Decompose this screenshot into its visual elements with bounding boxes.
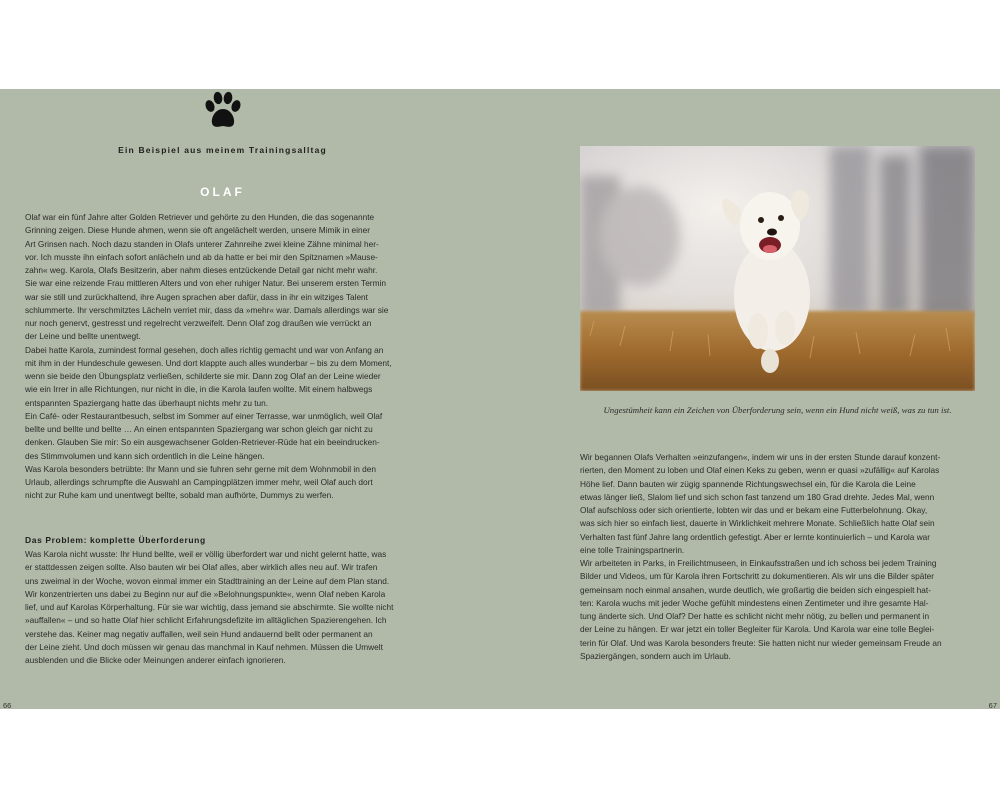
text-line: schlummerte. Ihr verschmitztes Lächeln verriet mir, dass da »mehr« war. Damals allerdings war sie	[25, 304, 389, 315]
text-line: Urlaub, allerdings schrumpfte die Auswahl an Campingplätzen immer mehr, weil Olaf auch dort	[25, 477, 373, 487]
text-line: der Leine zieht. Und doch müssen wir genau das manchmal in Kauf nehmen. Müssen die Umwelt	[25, 641, 383, 652]
text-line: denken. Glauben Sie mir: So ein ausgewachsener Golden-Retriever-Rüde hat ein beeindrucken-	[25, 437, 380, 448]
text-line: Verhalten fast fünf Jahre lang ordentlich gefestigt. Aber er lernte kontinuierlich – und Karola war	[580, 531, 931, 542]
dog-photo	[580, 146, 975, 391]
text-line: Ein Café- oder Restaurantbesuch, selbst im Sommer auf einer Terrasse, war unmöglich, weil Olaf	[25, 410, 383, 421]
text-line: mit ihm in der Hundeschule gewesen. Und dort klappte auch alles wunderbar – bis zu dem Moment,	[25, 357, 392, 368]
section-subhead: Das Problem: komplette Überforderung	[25, 535, 206, 545]
text-line: zahn« weg. Karola, Olafs Besitzerin, aber nahm dieses entzückende Detail gar nicht mehr wahr.	[25, 265, 378, 275]
right-page	[500, 89, 1000, 709]
text-line: Höhe lief. Dann bauten wir zügig spannende Richtungswechsel ein, für die Karola die Leine	[580, 478, 916, 489]
text-line: Wir begannen Olafs Verhalten »einzufangen«, indem wir uns in der ersten Stunde darauf konzent-	[580, 452, 941, 462]
chapter-kicker: Ein Beispiel aus meinem Trainingsalltag	[118, 145, 327, 155]
right-body-text	[580, 451, 980, 663]
text-line: verstehe das. Keiner mag negativ auffallen, weil sein Hund andauernd bellt oder permanent an	[25, 628, 373, 639]
text-line: rierten, den Moment zu loben und Olaf einen Keks zu geben, wenn er quasi »zufällig« auf Karolas	[580, 465, 940, 476]
text-line: Was Karola besonders betrübte: Ihr Mann und sie fuhren sehr gerne mit dem Wohnmobil in den	[25, 463, 376, 474]
text-line: terin für Olaf. Und was Karola besonders freute: Sie hatten nicht nur wieder gemeinsam Freude an	[580, 637, 942, 648]
text-line: Dabei hatte Karola, zumindest formal gesehen, doch alles richtig gemacht und war von Anfang an	[25, 344, 384, 355]
book-spread	[0, 89, 1000, 709]
photo-caption: Ungestümheit kann ein Zeichen von Überforderung sein, wenn ein Hund nicht weiß, was zu tun ist.	[603, 405, 952, 415]
story-title: OLAF	[200, 185, 245, 199]
text-line: Spaziergängen, sondern auch im Urlaub.	[580, 650, 731, 661]
text-line: der Leine und bellte unentwegt.	[25, 331, 141, 342]
text-line: uns zweimal in der Woche, wovon einmal immer ein Stadttraining an der Leine auf dem Plan stand.	[25, 575, 390, 586]
text-line: wenn sie beide den Übungsplatz verließen, schilderte sie mir. Dann zog Olaf an der Leine wieder	[25, 371, 381, 381]
text-line: Sie war eine reizende Frau mittleren Alters und von eher ruhiger Natur. Bei unserem ersten Termin	[25, 278, 386, 289]
text-line: Grinning zeigen. Diese Hunde ahmen, wenn sie oft angelächelt werden, unsere Mimik in einer	[25, 225, 370, 236]
text-line: tung änderte sich. Und Olaf? Der hatte es schlicht nicht mehr nötig, zu bellen und permanent in	[580, 611, 930, 621]
text-line: wie ein Irrer in alle Richtungen, nur nicht in die, in die Karola laufen wollte. Mit einem halbwegs	[25, 384, 373, 395]
text-line: Wir konzentrierten uns dabei zu Beginn nur auf die »Belohnungspunkte«, wenn Olaf neben Karola	[25, 588, 386, 599]
page-number-left: 66	[3, 701, 12, 710]
text-line: vor. Ich musste ihn einfach sofort anlächeln und ab da hatte er bei mir den Spitznamen »Mause-	[25, 251, 378, 262]
text-line: der Leine zu hängen. Er war jetzt ein toller Begleiter für Karola. Und Karola war eine tolle Beglei-	[580, 624, 935, 635]
text-line: was sich hier so einfach liest, dauerte in Wirklichkeit mehrere Monate. Schließlich hatte Olaf sein	[580, 518, 935, 529]
text-line: Olaf war ein fünf Jahre alter Golden Retriever und gehörte zu den Hunden, die das sogenannte	[25, 212, 375, 222]
left-body-text-2	[25, 548, 425, 667]
text-line: ten: Karola wuchs mit jeder Woche gefühlt mindestens einen Zentimeter und ihre gesamte Hal-	[580, 597, 929, 608]
text-line: nur noch genervt, gestresst und regelrecht verzweifelt. Denn Olaf zog draußen wie verrückt an	[25, 318, 372, 328]
left-body-text	[25, 211, 425, 503]
text-line: gemeinsam noch einmal ansahen, wurde deutlich, wie großartig die beiden sich eingespielt hat-	[580, 584, 931, 595]
text-line: war sie still und zurückhaltend, ihre Augen sprachen aber dafür, dass in ihr ein witziges Talent	[25, 291, 368, 302]
text-line: bellte und bellte und bellte … An einen entspannten Spaziergang war schon gleich gar nicht zu	[25, 424, 373, 434]
text-line: nicht zur Ruhe kam und unentwegt bellte, sobald man aufhörte, Dummys zu werfen.	[25, 490, 334, 501]
page-number-right: 67	[988, 701, 997, 710]
text-line: Olaf aufschloss oder sich orientierte, lobten wir das und er bekam eine Futterbelohnung. Okay,	[580, 505, 928, 515]
text-line: eine tolle Trainingspartnerin.	[580, 544, 685, 555]
text-line: Was Karola nicht wusste: Ihr Hund bellte, weil er völlig überfordert war und nicht gelernt hatte, was	[25, 549, 387, 559]
text-line: lief, und auf Karolas Körperhaltung. Für sie war wichtig, dass jemand sie abschirmte. Sie wollte nicht	[25, 602, 394, 612]
text-line: Wir arbeiteten in Parks, in Freilichtmuseen, in Einkaufsstraßen und ich schoss bei jedem Training	[580, 558, 937, 568]
text-line: er stattdessen zeigen sollte. Also bauten wir bei Olaf alles, aber wirklich alles neu auf. Wir trafen	[25, 562, 378, 573]
text-line: ausblenden und die Blicke oder Meinungen anderer einfach ignorieren.	[25, 655, 286, 665]
paw-print-icon	[202, 91, 244, 131]
text-line: Bilder und Videos, um für Karola ihren Fortschritt zu dokumentieren. Als wir uns die Bilder später	[580, 571, 935, 582]
text-line: Art Grinsen nach. Noch dazu standen in Olafs unterer Zahnreihe zwei kleine Zähne minimal her-	[25, 238, 379, 249]
text-line: »auffallen« – und so hatte Olaf hier schlicht Erfahrungsdefizite im alltäglichen Spazierengehen. Ich	[25, 615, 387, 626]
left-page	[0, 89, 500, 709]
text-line: entspannten Spaziergang hatte das überhaupt nichts mehr zu tun.	[25, 397, 269, 408]
text-line: etwas länger ließ, Slalom lief und sich schon fast tanzend um 180 Grad drehte. Jedes Mal, wenn	[580, 491, 935, 502]
text-line: des Stimmvolumen und kann sich ordentlich in die Leine hängen.	[25, 450, 265, 461]
